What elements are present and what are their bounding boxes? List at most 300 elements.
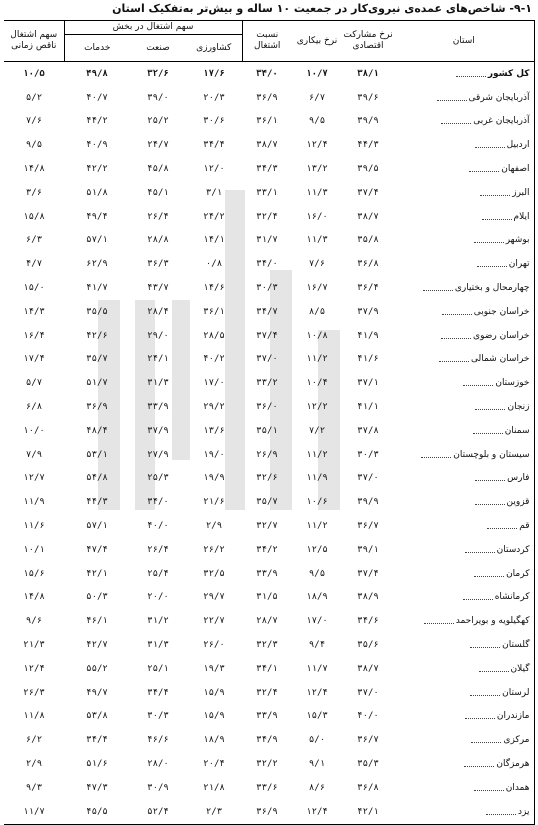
- participation-cell: ۳۹/۱: [357, 544, 379, 555]
- unemployment-cell: ۱۲/۵: [306, 544, 328, 555]
- leader-dots: [475, 141, 505, 148]
- table-row: [4, 133, 534, 157]
- services-cell: ۴۱/۷: [86, 283, 108, 294]
- agriculture-cell: ۳۲/۵: [203, 568, 225, 579]
- col-header-services: خدمات: [64, 35, 130, 62]
- employment-ratio-cell: ۳۲/۴: [256, 211, 278, 222]
- unemployment-cell: ۸/۵: [308, 306, 326, 317]
- table-row: [4, 657, 534, 681]
- unemployment-cell: ۹/۴: [308, 640, 326, 651]
- underemployment-cell: ۱۲/۷: [23, 473, 45, 484]
- services-cell: ۴۸/۴: [86, 425, 108, 436]
- unemployment-cell: ۱۲/۴: [306, 140, 328, 151]
- agriculture-cell: ۲/۳: [186, 800, 242, 824]
- employment-ratio-cell: ۳۵/۷: [256, 497, 278, 508]
- services-cell: ۵۳/۸: [86, 711, 108, 722]
- underemployment-cell: ۶/۸: [25, 402, 43, 413]
- agriculture-cell: ۱۳/۶: [203, 425, 225, 436]
- province-name: گلستان: [502, 640, 530, 651]
- leader-dots: [475, 474, 505, 481]
- province-cell: [394, 467, 534, 491]
- table-row: [4, 324, 534, 348]
- services-cell: ۴۹/۸: [86, 68, 108, 79]
- underemployment-cell: ۱۵/۰: [23, 283, 45, 294]
- unemployment-cell: ۱۱/۹: [306, 473, 328, 484]
- participation-cell: ۳۷/۰: [357, 473, 379, 484]
- underemployment-cell: ۱۵/۶: [23, 568, 45, 579]
- agriculture-cell: ۱۹/۹: [203, 473, 225, 484]
- leader-dots: [480, 189, 510, 196]
- participation-cell: ۳۷/۴: [357, 568, 379, 579]
- table-row: [4, 728, 534, 752]
- province-name: هرمزگان: [496, 759, 530, 769]
- province-name: چهارمحال و بختیاری: [454, 283, 530, 294]
- table-row: [4, 110, 534, 134]
- services-cell: ۵۱/۶: [86, 759, 108, 769]
- unemployment-cell: ۱۲/۴: [292, 800, 342, 824]
- unemployment-cell: ۱۵/۳: [306, 711, 328, 722]
- province-cell: [394, 395, 534, 419]
- agriculture-cell: ۲۹/۲: [203, 402, 225, 413]
- underemployment-cell: ۱۷/۴: [23, 354, 45, 365]
- province-cell: [394, 586, 534, 610]
- province-name: سمنان: [504, 425, 530, 436]
- table-title: ۹-۱- شاخص‌های عمده‌ی نیروی‌کار در جمعیت ۱۰ ساله و بیش‌تر به‌تفکیک استان: [112, 2, 532, 15]
- services-cell: ۵۱/۷: [86, 378, 108, 389]
- agriculture-cell: ۳۴/۴: [203, 140, 225, 151]
- agriculture-cell: ۱۷/۶: [203, 68, 225, 79]
- agriculture-cell: ۱۲/۰: [203, 164, 225, 175]
- province-name: خراسان رضوی: [473, 330, 530, 341]
- employment-ratio-cell: ۳۴/۷: [256, 306, 278, 317]
- table-row: [4, 419, 534, 443]
- table-row: [4, 229, 534, 253]
- province-name: کرمان: [506, 568, 530, 579]
- participation-cell: ۳۹/۶: [357, 92, 379, 103]
- unemployment-cell: ۱۶/۰: [306, 211, 328, 222]
- province-cell: [394, 86, 534, 110]
- leader-dots: [463, 593, 493, 600]
- agriculture-cell: ۲۶/۲: [203, 544, 225, 555]
- province-cell: [394, 681, 534, 705]
- province-name: مرکزی: [503, 735, 530, 746]
- industry-cell: ۴۵/۸: [147, 164, 169, 175]
- province-cell: [394, 181, 534, 205]
- table-row: [4, 681, 534, 705]
- participation-cell: ۴۲/۱: [342, 800, 394, 824]
- industry-cell: ۴۳/۷: [147, 283, 169, 294]
- participation-cell: ۴۱/۹: [357, 330, 379, 341]
- unemployment-cell: ۹/۵: [308, 116, 326, 127]
- unemployment-cell: ۹/۱: [308, 759, 326, 769]
- services-cell: ۵۱/۸: [86, 187, 108, 198]
- table-row: [4, 371, 534, 395]
- unemployment-cell: ۱۰/۷: [306, 68, 328, 79]
- col-header-participation: نرخ مشارکت اقتصادی: [342, 21, 394, 62]
- leader-dots: [470, 641, 500, 648]
- industry-cell: ۴۰/۰: [147, 521, 169, 532]
- industry-cell: ۲۴/۱: [147, 354, 169, 365]
- participation-cell: ۴۱/۱: [357, 402, 379, 413]
- agriculture-cell: ۲۰/۳: [203, 92, 225, 103]
- services-cell: ۴۲/۶: [86, 330, 108, 341]
- leader-dots: [441, 117, 471, 124]
- province-cell: [394, 62, 534, 86]
- col-header-sector-group: سهم اشتغال در بخش: [64, 21, 242, 35]
- industry-cell: ۳۱/۳: [147, 378, 169, 389]
- employment-ratio-cell: ۳۱/۷: [256, 235, 278, 246]
- employment-ratio-cell: ۳۶/۹: [242, 800, 292, 824]
- services-cell: ۵۴/۸: [86, 473, 108, 484]
- province-cell: [394, 371, 534, 395]
- services-cell: ۳۶/۹: [86, 402, 108, 413]
- table-row: [4, 300, 534, 324]
- unemployment-cell: ۱۸/۹: [306, 592, 328, 603]
- table-row: [4, 205, 534, 229]
- underemployment-cell: ۷/۹: [25, 449, 43, 460]
- industry-cell: ۲۰/۰: [147, 592, 169, 603]
- province-cell: [394, 324, 534, 348]
- participation-cell: ۳۷/۰: [357, 687, 379, 698]
- agriculture-cell: ۱۹/۰: [203, 449, 225, 460]
- industry-cell: ۳۰/۹: [147, 782, 169, 793]
- unemployment-cell: ۹/۵: [308, 568, 326, 579]
- employment-ratio-cell: ۳۱/۵: [256, 592, 278, 603]
- participation-cell: ۳۹/۹: [357, 116, 379, 127]
- table-row: [4, 514, 534, 538]
- agriculture-cell: ۱۸/۹: [203, 735, 225, 746]
- industry-cell: ۲۵/۳: [147, 473, 169, 484]
- services-cell: ۳۵/۷: [86, 354, 108, 365]
- agriculture-cell: ۱۷/۰: [203, 378, 225, 389]
- participation-cell: ۳۶/۷: [357, 521, 379, 532]
- province-name: یزد: [518, 806, 530, 817]
- province-name: گیلان: [510, 663, 530, 674]
- participation-cell: ۴۱/۶: [357, 354, 379, 365]
- underemployment-cell: ۶/۳: [25, 235, 43, 246]
- industry-cell: ۲۵/۴: [147, 568, 169, 579]
- leader-dots: [464, 760, 494, 767]
- unemployment-cell: ۱۱/۲: [306, 521, 328, 532]
- province-cell: [394, 252, 534, 276]
- participation-cell: ۳۰/۳: [357, 449, 379, 460]
- table-row: [4, 157, 534, 181]
- province-name: لرستان: [502, 687, 530, 698]
- services-cell: ۴۰/۹: [86, 140, 108, 151]
- services-cell: ۵۷/۱: [86, 235, 108, 246]
- table-row: [4, 776, 534, 800]
- province-cell: [394, 276, 534, 300]
- participation-cell: ۳۵/۶: [357, 640, 379, 651]
- province-cell: [394, 705, 534, 729]
- leader-dots: [479, 665, 509, 672]
- unemployment-cell: ۱۲/۲: [306, 402, 328, 413]
- industry-cell: ۲۸/۴: [147, 306, 169, 317]
- industry-cell: ۳۰/۳: [147, 711, 169, 722]
- underemployment-cell: ۱۰/۱: [23, 544, 45, 555]
- services-cell: ۴۹/۷: [86, 687, 108, 698]
- underemployment-cell: ۹/۵: [25, 140, 43, 151]
- participation-cell: ۳۹/۹: [357, 497, 379, 508]
- industry-cell: ۵۲/۴: [130, 800, 186, 824]
- leader-dots: [474, 784, 504, 791]
- participation-cell: ۳۸/۷: [357, 211, 379, 222]
- services-cell: ۴۵/۵: [64, 800, 130, 824]
- province-name: اردبیل: [506, 140, 530, 151]
- participation-cell: ۳۶/۴: [357, 283, 379, 294]
- unemployment-cell: ۱۰/۸: [306, 330, 328, 341]
- underemployment-cell: ۱۰/۵: [23, 68, 45, 79]
- leader-dots: [473, 427, 503, 434]
- agriculture-cell: ۳/۱: [205, 187, 223, 198]
- participation-cell: ۳۹/۵: [357, 164, 379, 175]
- employment-ratio-cell: ۳۶/۹: [256, 92, 278, 103]
- unemployment-cell: ۸/۶: [308, 782, 326, 793]
- employment-ratio-cell: ۳۳/۶: [256, 782, 278, 793]
- unemployment-cell: ۷/۶: [308, 259, 326, 270]
- col-header-underemployment: سهم اشتغال ناقص زمانی: [4, 21, 64, 62]
- services-cell: ۴۴/۳: [86, 497, 108, 508]
- province-name: کهگیلویه و بویراحمد: [455, 616, 530, 627]
- industry-cell: ۳۱/۲: [147, 616, 169, 627]
- services-cell: ۴۲/۷: [86, 640, 108, 651]
- unemployment-cell: ۱۰/۴: [306, 378, 328, 389]
- leader-dots: [465, 546, 495, 553]
- province-cell: [394, 609, 534, 633]
- province-name: کل کشور: [487, 68, 530, 79]
- province-name: همدان: [505, 782, 530, 793]
- unemployment-cell: ۱۳/۲: [306, 164, 328, 175]
- agriculture-cell: ۱۴/۱: [203, 235, 225, 246]
- employment-ratio-cell: ۳۴/۱: [256, 663, 278, 674]
- services-cell: ۵۳/۱: [86, 449, 108, 460]
- leader-dots: [439, 355, 469, 362]
- leader-dots: [465, 712, 495, 719]
- industry-cell: ۴۶/۶: [147, 735, 169, 746]
- unemployment-cell: ۱۲/۴: [306, 687, 328, 698]
- industry-cell: ۳۲/۶: [147, 68, 169, 79]
- services-cell: ۴۶/۱: [86, 616, 108, 627]
- unemployment-cell: ۱۰/۶: [306, 497, 328, 508]
- underemployment-cell: ۱۴/۸: [23, 164, 45, 175]
- employment-ratio-cell: ۳۴/۰: [256, 68, 278, 79]
- employment-ratio-cell: ۳۳/۹: [256, 711, 278, 722]
- agriculture-cell: ۳۰/۶: [203, 116, 225, 127]
- unemployment-cell: ۱۱/۲: [306, 354, 328, 365]
- services-cell: ۴۷/۴: [86, 544, 108, 555]
- services-cell: ۵۵/۲: [86, 663, 108, 674]
- services-cell: ۶۲/۹: [86, 259, 108, 270]
- table-row: [4, 276, 534, 300]
- province-cell: [394, 490, 534, 514]
- industry-cell: ۳۶/۳: [147, 259, 169, 270]
- table-row: [4, 252, 534, 276]
- table-row: [4, 181, 534, 205]
- unemployment-cell: ۱۷/۰: [306, 616, 328, 627]
- table-row: [4, 538, 534, 562]
- employment-ratio-cell: ۲۶/۹: [256, 449, 278, 460]
- leader-dots: [470, 689, 500, 696]
- col-header-unemployment: نرخ بیکاری: [292, 21, 342, 62]
- province-name: فارس: [507, 473, 530, 484]
- agriculture-cell: ۱۵/۹: [203, 687, 225, 698]
- province-cell: [394, 443, 534, 467]
- leader-dots: [424, 617, 454, 624]
- underemployment-cell: ۱۱/۸: [23, 711, 45, 722]
- unemployment-cell: ۶/۷: [308, 92, 326, 103]
- services-cell: ۳۴/۴: [86, 735, 108, 746]
- province-cell: [394, 633, 534, 657]
- province-name: مازندران: [496, 711, 530, 722]
- leader-dots: [482, 213, 512, 220]
- leader-dots: [477, 260, 507, 267]
- leader-dots: [471, 736, 501, 743]
- province-cell: [394, 229, 534, 253]
- unemployment-cell: ۷/۲: [308, 425, 326, 436]
- province-name: بوشهر: [505, 235, 530, 246]
- underemployment-cell: ۹/۶: [25, 616, 43, 627]
- employment-ratio-cell: ۳۲/۲: [256, 759, 278, 769]
- table-row: [4, 443, 534, 467]
- underemployment-cell: ۵/۲: [25, 92, 43, 103]
- agriculture-cell: ۲۹/۷: [203, 592, 225, 603]
- industry-cell: ۲۵/۲: [147, 116, 169, 127]
- employment-ratio-cell: ۳۷/۰: [256, 354, 278, 365]
- agriculture-cell: ۲۲/۷: [203, 616, 225, 627]
- industry-cell: ۳۴/۰: [147, 497, 169, 508]
- province-cell: [394, 728, 534, 752]
- employment-ratio-cell: ۳۴/۹: [256, 735, 278, 746]
- services-cell: ۵۰/۳: [86, 592, 108, 603]
- leader-dots: [442, 308, 472, 315]
- province-cell: [394, 205, 534, 229]
- table-row: [4, 705, 534, 729]
- table-row: [4, 586, 534, 610]
- leader-dots: [456, 70, 486, 77]
- table-row: [4, 86, 534, 110]
- province-name: قم: [519, 521, 530, 532]
- table-row: [4, 562, 534, 586]
- leader-dots: [486, 808, 516, 815]
- leader-dots: [437, 94, 467, 101]
- services-cell: ۴۹/۴: [86, 211, 108, 222]
- province-name: اصفهان: [501, 164, 530, 175]
- province-cell: [394, 562, 534, 586]
- table-row: [4, 609, 534, 633]
- province-name: آذربایجان غربی: [473, 116, 530, 127]
- underemployment-cell: ۱۵/۸: [23, 211, 45, 222]
- underemployment-cell: ۱۱/۷: [4, 800, 64, 824]
- employment-ratio-cell: ۳۲/۷: [256, 521, 278, 532]
- participation-cell: ۳۶/۸: [357, 259, 379, 270]
- services-cell: ۵۷/۱: [86, 521, 108, 532]
- participation-cell: ۳۶/۷: [357, 735, 379, 746]
- industry-cell: ۲۸/۰: [147, 759, 169, 769]
- province-name: سیستان و بلوچستان: [453, 449, 530, 460]
- province-name: ایلام: [513, 211, 530, 222]
- leader-dots: [475, 498, 505, 505]
- industry-cell: ۳۱/۳: [147, 640, 169, 651]
- employment-ratio-cell: ۳۳/۹: [256, 568, 278, 579]
- agriculture-cell: ۲۱/۶: [203, 497, 225, 508]
- province-name: خوزستان: [495, 378, 530, 389]
- industry-cell: ۳۴/۴: [147, 687, 169, 698]
- leader-dots: [475, 403, 505, 410]
- agriculture-cell: ۱۹/۳: [203, 663, 225, 674]
- participation-cell: ۳۷/۱: [357, 378, 379, 389]
- industry-cell: ۲۸/۸: [147, 235, 169, 246]
- table-row: [4, 800, 534, 824]
- province-cell: [394, 538, 534, 562]
- participation-cell: ۳۸/۷: [357, 663, 379, 674]
- province-name: کرمانشاه: [494, 592, 530, 603]
- participation-cell: ۳۸/۱: [357, 68, 379, 79]
- unemployment-cell: ۱۱/۳: [306, 187, 328, 198]
- province-cell: [394, 133, 534, 157]
- province-name: البرز: [512, 187, 530, 198]
- participation-cell: ۳۵/۳: [357, 759, 379, 769]
- table-row: [4, 395, 534, 419]
- leader-dots: [474, 570, 504, 577]
- col-header-province: استان: [394, 21, 534, 62]
- underemployment-cell: ۱۰/۰: [23, 425, 45, 436]
- unemployment-cell: ۱۱/۲: [306, 449, 328, 460]
- participation-cell: ۳۵/۸: [357, 235, 379, 246]
- underemployment-cell: ۱۴/۳: [23, 306, 45, 317]
- industry-cell: ۴۵/۱: [147, 187, 169, 198]
- province-name: کردستان: [496, 544, 530, 555]
- province-cell: [394, 657, 534, 681]
- underemployment-cell: ۳/۶: [25, 187, 43, 198]
- leader-dots: [463, 379, 493, 386]
- province-name: خراسان جنوبی: [473, 306, 530, 317]
- table-row: [4, 62, 534, 86]
- underemployment-cell: ۹/۳: [25, 782, 43, 793]
- province-cell: [394, 348, 534, 372]
- province-name: زنجان: [507, 402, 530, 413]
- services-cell: ۳۵/۵: [86, 306, 108, 317]
- employment-ratio-cell: ۳۲/۴: [256, 687, 278, 698]
- agriculture-cell: ۲۱/۸: [203, 782, 225, 793]
- industry-cell: ۳۳/۹: [147, 402, 169, 413]
- industry-cell: ۳۹/۰: [147, 92, 169, 103]
- province-name: تهران: [508, 259, 530, 270]
- participation-cell: ۳۷/۸: [357, 425, 379, 436]
- employment-ratio-cell: ۳۴/۰: [256, 259, 278, 270]
- unemployment-cell: ۱۱/۳: [306, 235, 328, 246]
- province-cell: [394, 776, 534, 800]
- agriculture-cell: ۰/۸: [205, 259, 223, 270]
- agriculture-cell: ۱۵/۹: [203, 711, 225, 722]
- participation-cell: ۳۶/۸: [357, 782, 379, 793]
- unemployment-cell: ۱۶/۷: [306, 283, 328, 294]
- participation-cell: ۳۷/۹: [357, 306, 379, 317]
- employment-ratio-cell: ۳۶/۰: [256, 402, 278, 413]
- participation-cell: ۳۷/۴: [357, 187, 379, 198]
- col-header-agriculture: کشاورزی: [186, 35, 242, 62]
- employment-ratio-cell: ۳۷/۴: [256, 330, 278, 341]
- underemployment-cell: ۲/۹: [25, 759, 43, 769]
- underemployment-cell: ۲۱/۳: [23, 640, 45, 651]
- agriculture-cell: ۳۶/۱: [203, 306, 225, 317]
- industry-cell: ۲۷/۹: [147, 449, 169, 460]
- province-cell: [394, 300, 534, 324]
- leader-dots: [474, 236, 504, 243]
- table-row: [4, 752, 534, 776]
- unemployment-cell: ۱۱/۷: [306, 663, 328, 674]
- services-cell: ۴۷/۳: [86, 782, 108, 793]
- leader-dots: [421, 451, 451, 458]
